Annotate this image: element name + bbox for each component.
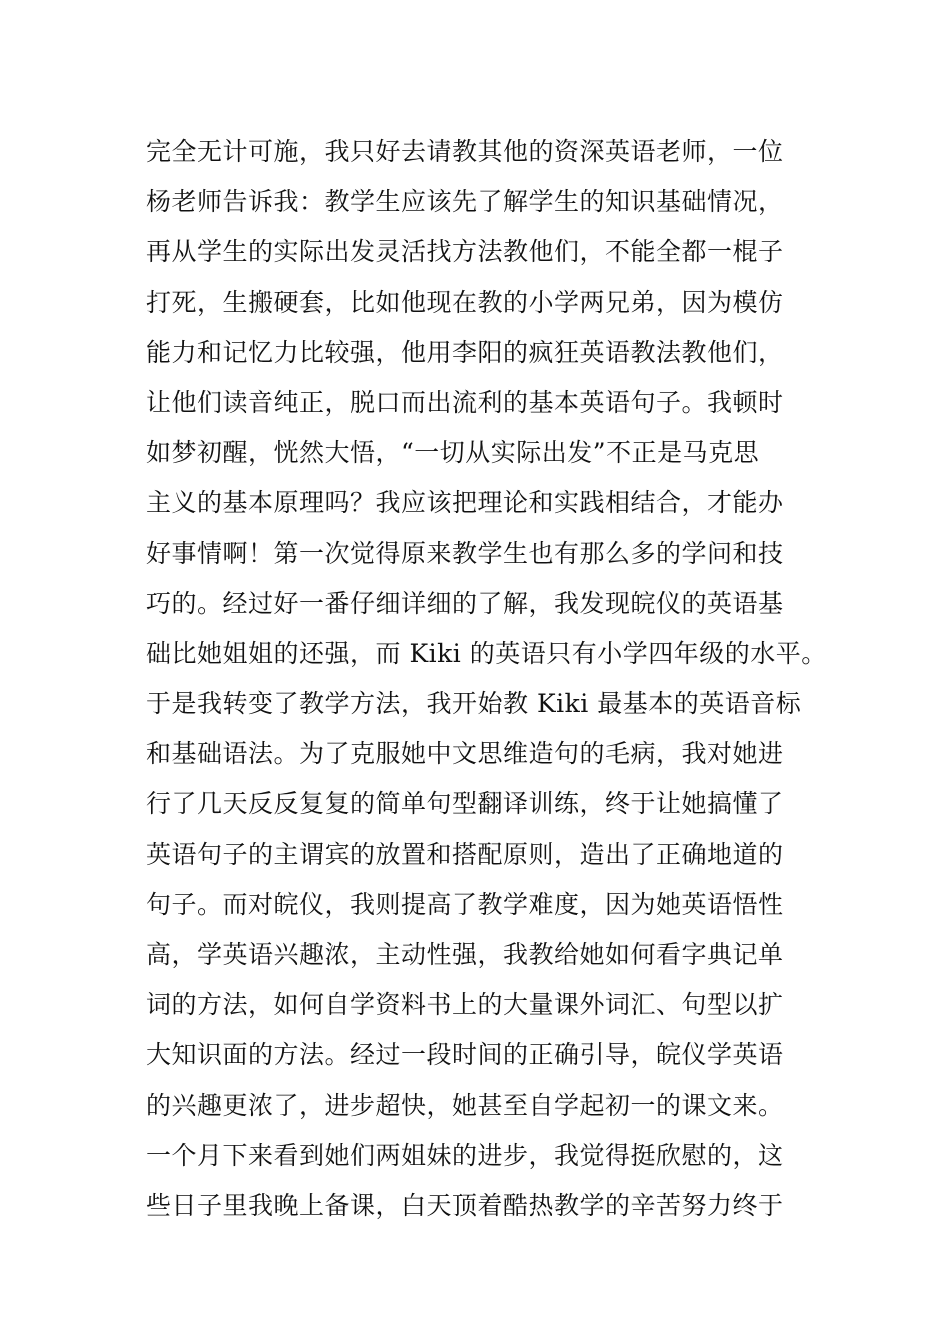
text-line: 础比她姐姐的还强，而 Kiki 的英语只有小学四年级的水平。	[146, 638, 827, 668]
text-line: 一个月下来看到她们两姐妹的进步，我觉得挺欣慰的，这	[146, 1140, 784, 1170]
text-line: 杨老师告诉我：教学生应该先了解学生的知识基础情况，	[146, 187, 784, 217]
text-line: 些日子里我晚上备课，白天顶着酷热教学的辛苦努力终于	[146, 1190, 784, 1220]
text-line: 好事情啊！第一次觉得原来教学生也有那么多的学问和技	[146, 538, 784, 568]
text-line: 再从学生的实际出发灵活找方法教他们，不能全都一棍子	[146, 237, 784, 267]
body-text	[146, 127, 826, 1231]
text-line: 让他们读音纯正，脱口而出流利的基本英语句子。我顿时	[146, 387, 784, 417]
text-line: 高，学英语兴趣浓，主动性强，我教给她如何看字典记单	[146, 940, 784, 969]
text-line: 和基础语法。为了克服她中文思维造句的毛病，我对她进	[146, 739, 784, 769]
text-line: 词的方法，如何自学资料书上的大量课外词汇、句型以扩	[146, 990, 784, 1020]
text-line: 行了几天反反复复的简单句型翻译训练，终于让她搞懂了	[146, 789, 784, 819]
text-line: 句子。而对皖仪，我则提高了教学难度，因为她英语悟性	[146, 889, 784, 919]
text-line: 的兴趣更浓了，进步超快，她甚至自学起初一的课文来。	[146, 1090, 784, 1120]
text-line: 能力和记忆力比较强，他用李阳的疯狂英语教法教他们，	[146, 337, 784, 367]
text-line: 完全无计可施，我只好去请教其他的资深英语老师，一位	[146, 137, 784, 166]
text-line: 巧的。经过好一番仔细详细的了解，我发现皖仪的英语基	[146, 588, 784, 618]
text-line: 主义的基本原理吗？我应该把理论和实践相结合，才能办	[146, 488, 784, 518]
text-line: 如梦初醒，恍然大悟，“一切从实际出发”不正是马克思	[146, 438, 760, 468]
text-line: 英语句子的主谓宾的放置和搭配原则，造出了正确地道的	[146, 839, 784, 869]
text-line: 打死，生搬硬套，比如他现在教的小学两兄弟，因为模仿	[146, 287, 784, 317]
text-line: 大知识面的方法。经过一段时间的正确引导，皖仪学英语	[146, 1040, 784, 1070]
text-line: 于是我转变了教学方法，我开始教 Kiki 最基本的英语音标	[146, 689, 802, 719]
